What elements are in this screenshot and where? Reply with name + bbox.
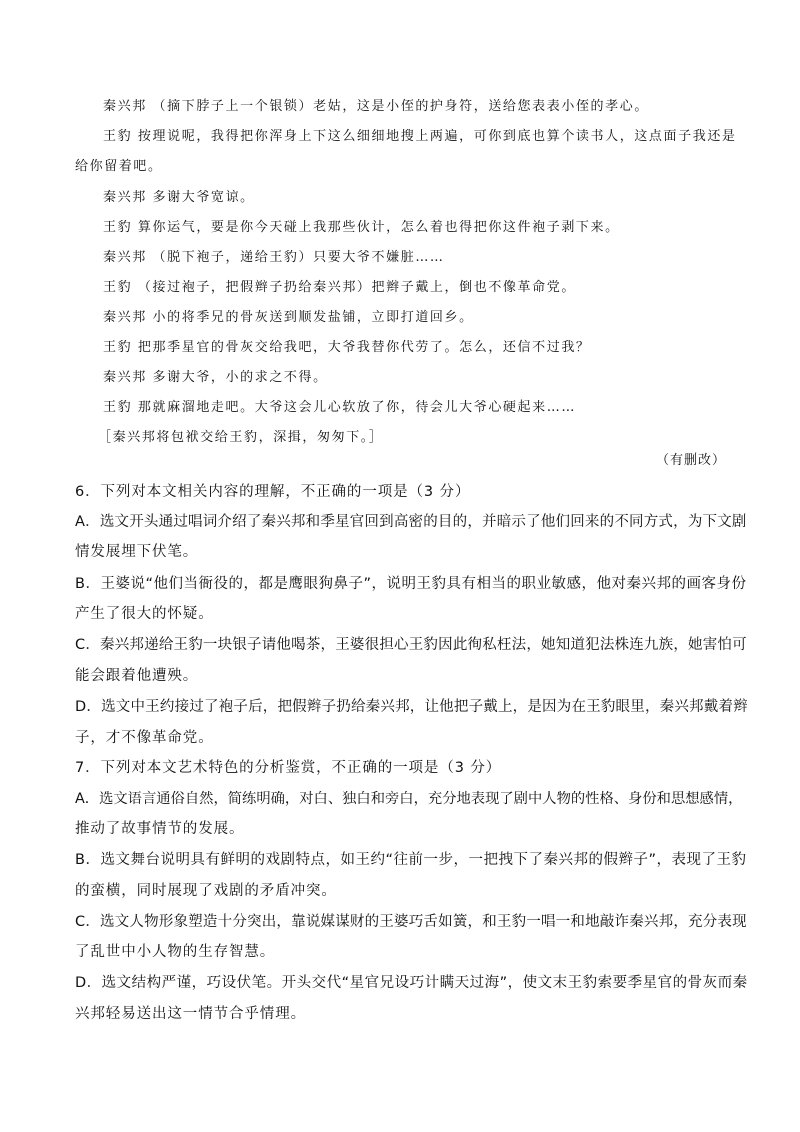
option-line: 的蛮横，同时展现了戏剧的矛盾冲突。	[75, 883, 337, 899]
option-line: C．选文人物形象塑造十分突出，靠说媒谋财的王婆巧舌如簧，和王豹一唱一和地敲诈秦兴邦，充分表现	[75, 914, 747, 930]
option-line: 兴邦轻易送出这一情节合乎情理。	[75, 1006, 306, 1022]
dialogue-line: 秦兴邦 （摘下脖子上一个银锁）老姑，这是小侄的护身符，送给您表表小侄的孝心。	[103, 99, 649, 114]
option-line: B．王婆说“他们当衙役的，都是鹰眼狗鼻子”，说明王豹具有相当的职业敏感，他对秦兴邦的画客身份	[75, 576, 747, 592]
source-note: （有删改）	[655, 453, 726, 468]
dialogue-line: 王豹 （接过袍子，把假辫子扔给秦兴邦）把辫子戴上，倒也不像革命党。	[103, 280, 576, 295]
option-line: 推动了故事情节的发展。	[75, 821, 245, 837]
option-line: C．秦兴邦递给王豹一块银子请他喝茶，王婆很担心王豹因此徇私枉法，她知道犯法株连九族，她害怕可	[75, 637, 747, 653]
question-stem: 6．下列对本文相关内容的理解，不正确的一项是（3 分）	[75, 484, 471, 500]
option-line: 了乱世中小人物的生存智慧。	[75, 944, 276, 960]
option-line: D．选文中王约接过了袍子后，把假辫子扔给秦兴邦，让他把子戴上，是因为在王豹眼里，秦兴邦戴着辫	[75, 699, 748, 715]
option-line: 能会跟着他遭殃。	[75, 668, 199, 684]
option-line: 子，才不像革命党。	[75, 730, 214, 746]
option-line: A．选文开头通过唱词介绍了秦兴邦和季星官回到高密的目的，并暗示了他们回来的不同方式，为下文剧	[75, 514, 747, 530]
dialogue-line: 王豹 那就麻溜地走吧。大爷这会儿心软放了你，待会儿大爷心硬起来……	[103, 400, 576, 415]
option-line: A．选文语言通俗自然，简练明确，对白、独白和旁白，充分地表现了剧中人物的性格、身份和思想感情，	[75, 791, 743, 807]
dialogue-line: 给你留着吧。	[75, 159, 163, 174]
dialogue-line: 秦兴邦 （脱下袍子，递给王豹）只要大爷不嫌脏……	[103, 250, 445, 265]
dialogue-line: 秦兴邦 多谢大爷，小的求之不得。	[103, 370, 328, 385]
dialogue-line: 王豹 算你运气，要是你今天碰上我那些伙计，怎么着也得把你这件袍子剥下来。	[103, 220, 620, 235]
dialogue-line: 王豹 按理说呢，我得把你浑身上下这么细细地搜上两遍，可你到底也算个读书人，这点面子我还是	[103, 129, 737, 144]
dialogue-line: 秦兴邦 多谢大爷宽谅。	[103, 190, 255, 205]
stage-direction: ［秦兴邦将包袱交给王豹，深揖，匆匆下。］	[98, 430, 384, 445]
option-line: B．选文舞台说明具有鲜明的戏剧特点，如王约“往前一步，一把拽下了秦兴邦的假辫子”，表现了王豹	[75, 852, 747, 868]
option-line: 情发展埋下伏笔。	[75, 544, 199, 560]
option-line: D．选文结构严谨，巧设伏笔。开头交代“星官兄设巧计瞒天过海”，使文末王豹索要季星官的骨灰而秦	[75, 975, 748, 991]
dialogue-line: 秦兴邦 小的将季兄的骨灰送到顺发盐铺，立即打道回乡。	[103, 310, 474, 325]
question-stem: 7．下列对本文艺术特色的分析鉴赏，不正确的一项是（3 分）	[75, 760, 502, 776]
dialogue-line: 王豹 把那季星官的骨灰交给我吧，大爷我替你代劳了。怎么，还信不过我？	[103, 340, 591, 355]
option-line: 产生了很大的怀疑。	[75, 606, 214, 622]
